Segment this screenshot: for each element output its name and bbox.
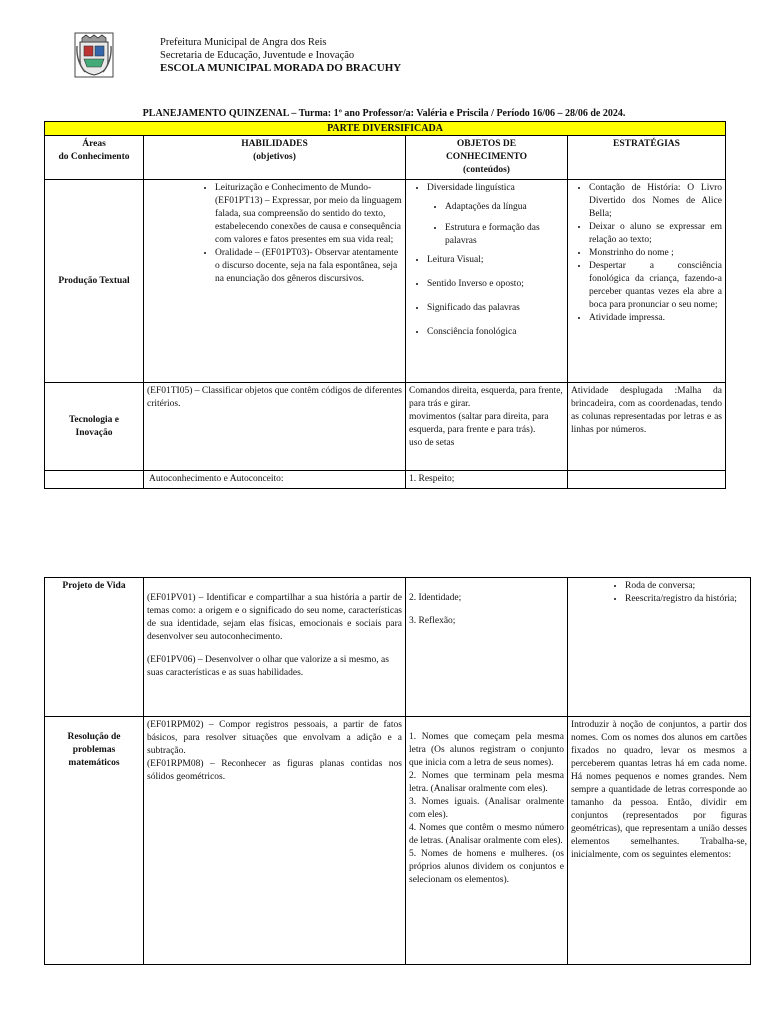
list-item: • Sentido Inverso e oposto;: [427, 278, 564, 291]
estr-projeto-vida: [568, 578, 751, 717]
area-autoconhecimento: [45, 471, 144, 489]
list-item: • Deixar o aluno se expressar em relação ao texto;: [589, 221, 722, 247]
list-item: • Monstrinho do nome ;: [589, 247, 722, 260]
estr-autoconhecimento: [568, 471, 726, 489]
row-producao-textual: [45, 180, 726, 383]
estr-tecnologia: Atividade desplugada :Malha da brincadeira, com as coordenadas, tendo as colunas representadas por letras e as linhas por números.: [568, 383, 726, 471]
estr-resolucao-problemas: Introduzir à noção de conjuntos, a partir dos nomes. Com os nomes dos alunos em cartões fixados no quadro, levar os mesmos a perceberem quantas letras há em cada nome. Há nomes pequenos e nomes grandes. Nem sempre a quantidade de letras corresponde ao tamanho da pessoa. Então, dividir em conjuntos (representados por figuras geométricas), que representam a união desses elementos semelhantes. Trabalha-se, inicialmente, com os seguintes elementos:: [568, 717, 751, 965]
list-item: • Leitura Visual;: [427, 254, 564, 267]
list-item: • Oralidade – (EF01PT03)- Observar atentamente o discurso docente, seja na fala espontânea, seja na enunciação dos gêneros discursivos.: [215, 247, 402, 286]
row-resolucao-problemas: [45, 717, 751, 965]
obj-projeto-vida-2: 3. Reflexão;: [409, 616, 456, 626]
list-item: • Roda de conversa;: [625, 580, 747, 593]
planning-table: [44, 121, 726, 489]
obj-resolucao-problemas: [406, 717, 568, 965]
row-tecnologia: [45, 383, 726, 471]
list-item: • Contação de História: O Livro Divertido dos Nomes de Alice Bella;: [589, 182, 722, 221]
obj-autoconhecimento: 1. Respeito;: [406, 471, 568, 489]
hab-autoconhecimento: Autoconhecimento e Autoconceito:: [144, 471, 406, 489]
list-item: • Consciência fonológica: [427, 326, 564, 339]
row-projeto-vida: [45, 578, 751, 717]
plan-title: PLANEJAMENTO QUINZENAL – Turma: 1º ano Professor/a: Valéria e Priscila / Período 16/06 – 28/06 de 2024.: [142, 108, 626, 119]
area-tecnologia: [45, 383, 144, 471]
list-item: • Diversidade linguística: [427, 182, 564, 195]
obj-tecnologia-1: Comandos direita, esquerda, para frente, para trás e girar.: [409, 386, 563, 409]
obj-header-line3: (conteúdos): [463, 165, 510, 175]
row-autoconhecimento: [45, 471, 726, 489]
obj-header-line2: CONHECIMENTO: [445, 152, 528, 162]
school-name: ESCOLA MUNICIPAL MORADA DO BRACUHY: [160, 62, 402, 74]
obj-resolucao-5: 5. Nomes de homens e mulheres. (os próprios alunos dividem os conjuntos e selecionam os elementos).: [409, 849, 564, 885]
column-header-estrategias: [568, 136, 726, 180]
list-item: • Despertar a consciência fonológica da criança, fazendo-a perceber quantas vezes ela abre a boca para pronunciar o seu nome;: [589, 260, 722, 312]
area-resolucao-line2: problemas: [72, 745, 116, 755]
area-resolucao-line1: Resolução de: [67, 732, 121, 742]
hab-projeto-vida-2: (EF01PV06) – Desenvolver o olhar que valorize a si mesmo, as suas características e as suas habilidades.: [147, 655, 389, 678]
obj-tecnologia: [406, 383, 568, 471]
secretariat-name: Secretaria de Educação, Juventude e Inovação: [160, 50, 355, 61]
estr-header: ESTRATÉGIAS: [613, 139, 680, 149]
area-resolucao-line3: matemáticos: [68, 758, 120, 768]
column-header-row: [45, 136, 726, 180]
list-item: • Significado das palavras: [427, 302, 564, 315]
list-item: • Reescrita/registro da história;: [625, 593, 747, 606]
hab-producao-textual: [144, 180, 406, 383]
list-item: • Leiturização e Conhecimento de Mundo- (EF01PT13) – Expressar, por meio da linguagem falada, sua compreensão do sentido do texto, estabelecendo conexões de causa e consequência com valores e fatos presentes em sua vida real;: [215, 182, 402, 247]
obj-resolucao-2: 2. Nomes que terminam pela mesma letra. (Analisar oralmente com eles).: [409, 771, 564, 794]
obj-tecnologia-3: uso de setas: [409, 438, 455, 448]
coat-of-arms-icon: [74, 32, 114, 78]
estr-producao-textual: [568, 180, 726, 383]
area-producao-textual: Produção Textual: [45, 180, 144, 383]
obj-projeto-vida-1: 2. Identidade;: [409, 593, 462, 603]
areas-header-line1: Áreas: [82, 139, 106, 149]
hab-header-line2: (objetivos): [253, 152, 296, 162]
obj-resolucao-1: 1. Nomes que começam pela mesma letra (Os alunos registram o conjunto que inicia com a letra de seus nomes).: [409, 732, 564, 768]
hab-projeto-vida: [144, 578, 406, 717]
obj-resolucao-3: 3. Nomes iguais. (Analisar oralmente com eles).: [409, 797, 564, 820]
planning-table-continued: [44, 577, 751, 965]
hab-resolucao-2: (EF01RPM08) – Reconhecer as figuras planas contidas nos sólidos geométricos.: [147, 759, 402, 782]
list-item: • Atividade impressa.: [589, 312, 722, 325]
list-item: • Adaptações da língua: [445, 201, 564, 214]
section-band-row: [45, 122, 726, 136]
hab-tecnologia: (EF01TI05) – Classificar objetos que contêm códigos de diferentes critérios.: [144, 383, 406, 471]
area-tecnologia-line1: Tecnologia e: [68, 414, 120, 425]
area-resolucao-problemas: [45, 717, 144, 965]
hab-resolucao-problemas: [144, 717, 406, 965]
obj-projeto-vida: [406, 578, 568, 717]
obj-producao-textual: [406, 180, 568, 383]
hab-header-line1: HABILIDADES: [241, 139, 308, 149]
area-projeto-vida: Projeto de Vida: [45, 578, 144, 717]
areas-header-line2: do Conhecimento: [58, 152, 130, 162]
obj-tecnologia-2: movimentos (saltar para direita, para esquerda, para frente e para trás).: [409, 412, 549, 435]
obj-resolucao-4: 4. Nomes que contêm o mesmo número de letras. (Analisar oralmente com eles).: [409, 823, 564, 846]
section-band: PARTE DIVERSIFICADA: [45, 122, 726, 136]
hab-projeto-vida-1: (EF01PV01) – Identificar e compartilhar a sua história a partir de temas como: a origem e o significado do seu nome, características de sua identidade, sejam elas físicas, emocionais e sociais para desenvolver seu autoconhecimento.: [147, 593, 402, 642]
area-tecnologia-line2: Inovação: [75, 427, 113, 438]
letterhead: [74, 32, 674, 82]
column-header-objetos: [406, 136, 568, 180]
municipality-name: Prefeitura Municipal de Angra dos Reis: [160, 37, 327, 48]
obj-header-line1: OBJETOS DE: [456, 139, 517, 149]
hab-resolucao-1: (EF01RPM02) – Compor registros pessoais, a partir de fatos básicos, para resolver situações que envolvam a adição e a subtração.: [147, 720, 402, 756]
column-header-habilidades: [144, 136, 406, 180]
column-header-areas: [45, 136, 144, 180]
list-item: • Estrutura e formação das palavras: [445, 222, 564, 248]
